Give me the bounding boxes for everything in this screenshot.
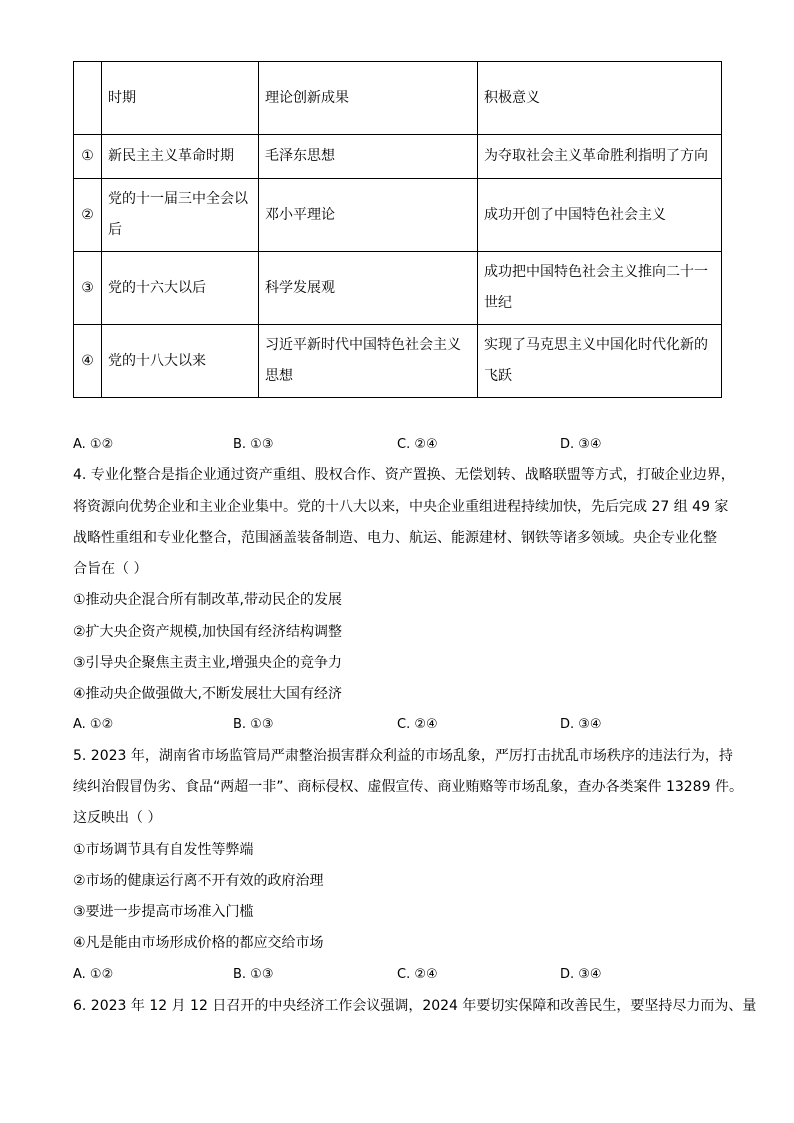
q5-statement: ④凡是能由市场形成价格的都应交给市场: [73, 935, 324, 951]
option-a[interactable]: A. ①②: [73, 967, 114, 982]
row-period: 党的十八大以来: [102, 325, 259, 398]
row-significance: 为夺取社会主义革命胜利指明了方向: [478, 135, 722, 179]
table-header-row: [74, 62, 722, 135]
option-c[interactable]: C. ②④: [397, 717, 438, 732]
row-significance: 实现了马克思主义中国化时代化新的飞跃: [478, 325, 722, 398]
q4-stem-line: 将资源向优势企业和主业企业集中。党的十八大以来，中央企业重组进程持续加快，先后完成 27 组 49 家: [73, 499, 729, 515]
row-number: ②: [74, 179, 102, 252]
row-period: 党的十一届三中全会以后: [102, 179, 259, 252]
q4-statement: ①推动央企混合所有制改革,带动民企的发展: [73, 592, 342, 608]
row-number: ①: [74, 135, 102, 179]
q5-statement: ②市场的健康运行离不开有效的政府治理: [73, 873, 324, 889]
q4-stem-line: 合旨在（ ）: [73, 561, 148, 577]
q5-stem-line: 续纠治假冒伪劣、食品“两超一非”、商标侵权、虚假宣传、商业贿赂等市场乱象，查办各类案件 13289 件。: [73, 779, 743, 795]
row-significance: 成功开创了中国特色社会主义: [478, 179, 722, 252]
option-b[interactable]: B. ①③: [233, 717, 274, 732]
q4-statement: ②扩大央企资产规模,加快国有经济结构调整: [73, 624, 342, 640]
option-d[interactable]: D. ③④: [560, 967, 602, 982]
option-d[interactable]: D. ③④: [560, 437, 602, 452]
theory-table: [73, 61, 722, 398]
header-cell-num: [74, 62, 102, 135]
row-theory: 毛泽东思想: [259, 135, 478, 179]
table-row: [74, 325, 722, 398]
row-number: ③: [74, 252, 102, 325]
option-a[interactable]: A. ①②: [73, 437, 114, 452]
option-a[interactable]: A. ①②: [73, 717, 114, 732]
header-cell-theory: 理论创新成果: [259, 62, 478, 135]
row-period: 新民主主义革命时期: [102, 135, 259, 179]
row-number: ④: [74, 325, 102, 398]
option-c[interactable]: C. ②④: [397, 437, 438, 452]
q6-stem-line: 6. 2023 年 12 月 12 日召开的中央经济工作会议强调，2024 年要切实保障和改善民生，要坚持尽力而为、量: [73, 998, 757, 1014]
row-theory: 习近平新时代中国特色社会主义思想: [259, 325, 478, 398]
option-b[interactable]: B. ①③: [233, 437, 274, 452]
option-c[interactable]: C. ②④: [397, 967, 438, 982]
option-d[interactable]: D. ③④: [560, 717, 602, 732]
q5-stem-line: 这反映出（ ）: [73, 810, 162, 826]
q5-statement: ①市场调节具有自发性等弊端: [73, 842, 254, 858]
q4-statement: ④推动央企做强做大,不断发展壮大国有经济: [73, 686, 342, 702]
table-row: [74, 135, 722, 179]
q5-statement: ③要进一步提高市场准入门槛: [73, 904, 254, 920]
q4-stem-line: 战略性重组和专业化整合，范围涵盖装备制造、电力、航运、能源建材、钢铁等诸多领域。央企专业化整: [73, 530, 717, 546]
header-cell-significance: 积极意义: [478, 62, 722, 135]
table-row: [74, 179, 722, 252]
q4-stem-line: 4. 专业化整合是指企业通过资产重组、股权合作、资产置换、无偿划转、战略联盟等方式，打破企业边界，: [73, 467, 735, 483]
q5-stem-line: 5. 2023 年，湖南省市场监管局严肃整治损害群众利益的市场乱象，严厉打击扰乱市场秩序的违法行为，持: [73, 748, 733, 764]
q4-statement: ③引导央企聚焦主责主业,增强央企的竞争力: [73, 655, 342, 671]
row-theory: 科学发展观: [259, 252, 478, 325]
table-row: [74, 252, 722, 325]
row-significance: 成功把中国特色社会主义推向二十一世纪: [478, 252, 722, 325]
row-period: 党的十六大以后: [102, 252, 259, 325]
header-cell-period: 时期: [102, 62, 259, 135]
row-theory: 邓小平理论: [259, 179, 478, 252]
option-b[interactable]: B. ①③: [233, 967, 274, 982]
